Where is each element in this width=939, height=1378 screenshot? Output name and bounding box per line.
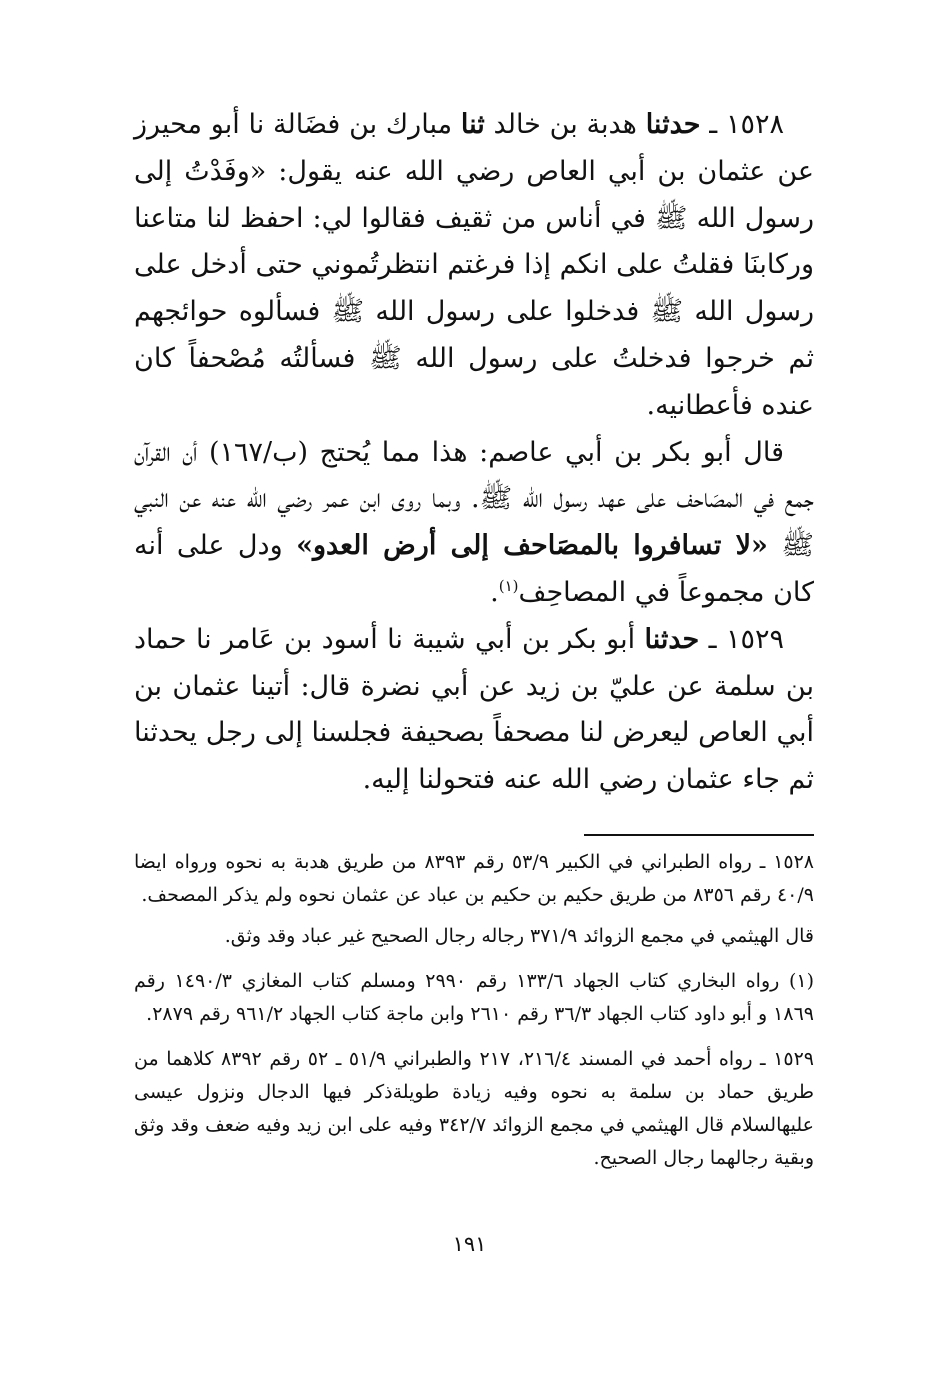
commentary-quote: «لا تسافروا بالمصَاحف إلى أرض العدو» <box>296 530 768 562</box>
main-text <box>134 102 814 804</box>
footnote-1 <box>134 965 814 1031</box>
footnote-1528-text: ١٥٢٨ ـ رواه الطبراني في الكبير ٥٣/٩ رقم ٨٣٩٣ من طريق هدبة به نحوه ورواه ايضا ٤٠/٩ رقم ٨٣٥٦ من طريق حكيم بن حكيم بن عباد عن عثمان نحوه ولم يذكر المصحف. <box>134 850 815 906</box>
footnote-1-text: (١) رواه البخاري كتاب الجهاد ١٣٣/٦ رقم ٢٩٩٠ ومسلم كتاب المغازي ١٤٩٠/٣ رقم ١٨٦٩ و أبو داود كتاب الجهاد ٣٦/٣ رقم ٢٦١٠ وابن ماجة كتاب الجهاد ٩٦١/٢ رقم ٢٨٧٩. <box>134 969 814 1025</box>
footnote-1529 <box>134 1043 814 1175</box>
footnote-1528-haythami <box>134 920 814 953</box>
footnote-1529-text: ١٥٢٩ ـ رواه أحمد في المسند ٢١٦/٤، ٢١٧ والطبراني ٥١/٩ ـ ٥٢ رقم ٨٣٩٢ كلاهما من طريق حماد بن سلمة به نحوه وفيه زيادة طويلةذكر فيها الدجال ونزول عيسى عليهالسلام قال الهيثمي في مجمع الزوائد ٣٤٢/٧ وفيه على ابن زيد وفيه ضعف وقد وثق وبقية رجالهما رجال الصحيح. <box>134 1047 815 1169</box>
hadith-1529-haddathana: حدثنا <box>644 623 700 655</box>
page-body <box>134 102 814 1183</box>
footnote-1528-haythami-text: قال الهيثمي في مجمع الزوائد ٣٧١/٩ رجاله رجال الصحيح غير عباد وقد وثق. <box>224 924 814 947</box>
hadith-1528-number: ١٥٢٨ ـ <box>709 109 784 140</box>
hadith-1529 <box>134 617 814 804</box>
footnotes <box>134 846 814 1175</box>
commentary-text-end: ودل على أنه كان مجموعاً في المصاحِف <box>134 530 814 608</box>
footnote-divider <box>584 834 814 836</box>
commentary-text: قال أبو بكر بن أبي عاصم: هذا مما يُحتج (ب/١٦٧) أن القرآن جمع في المصَاحف على عهد رسول الله ﷺ. وبما روى ابن عمر رضي الله عنه عن النبي ﷺ <box>134 436 814 562</box>
hadith-1528-narrator: هدبة بن خالد <box>493 109 637 140</box>
footnote-1528 <box>134 846 814 912</box>
footnote-ref: (١) <box>498 576 519 595</box>
hadith-1528-thana: ثنا <box>460 109 485 140</box>
hadith-1528-haddathana: حدثنا <box>645 109 701 140</box>
hadith-1529-text: أبو بكر بن أبي شيبة نا أسود بن عَامر نا حماد بن سلمة عن عليّ بن زيد عن أبي نضرة قال: أتينا عثمان بن أبي العاص ليعرض لنا مصحفاً بصحيفة فجلسنا إلى رجل يحدثنا ثم جاء عثمان رضي الله عنه فتحولنا إليه. <box>134 623 814 796</box>
hadith-1529-number: ١٥٢٩ ـ <box>708 623 784 655</box>
page-number: ١٩١ <box>452 1232 487 1256</box>
commentary-period: . <box>490 576 499 608</box>
commentary-paragraph <box>134 430 814 617</box>
hadith-1528-text: مبارك بن فضَالة نا أبو محيرز عن عثمان بن أبي العاص رضي الله عنه يقول: «وفَدْتُ إلى رسول الله ﷺ في أناس من ثقيف فقالوا لي: احفظ لنا متاعنا وركابنَا فقلتُ على انكم إذا فرغتم انتظرتُموني حتى أدخل على رسول الله ﷺ فدخلوا على رسول الله ﷺ فسألوه حوائجهم ثم خرجوا فدخلتُ على رسول الله ﷺ فسألتُه مُصْحفاً كان عنده فأعطانيه. <box>134 109 814 421</box>
hadith-1528 <box>134 102 814 430</box>
